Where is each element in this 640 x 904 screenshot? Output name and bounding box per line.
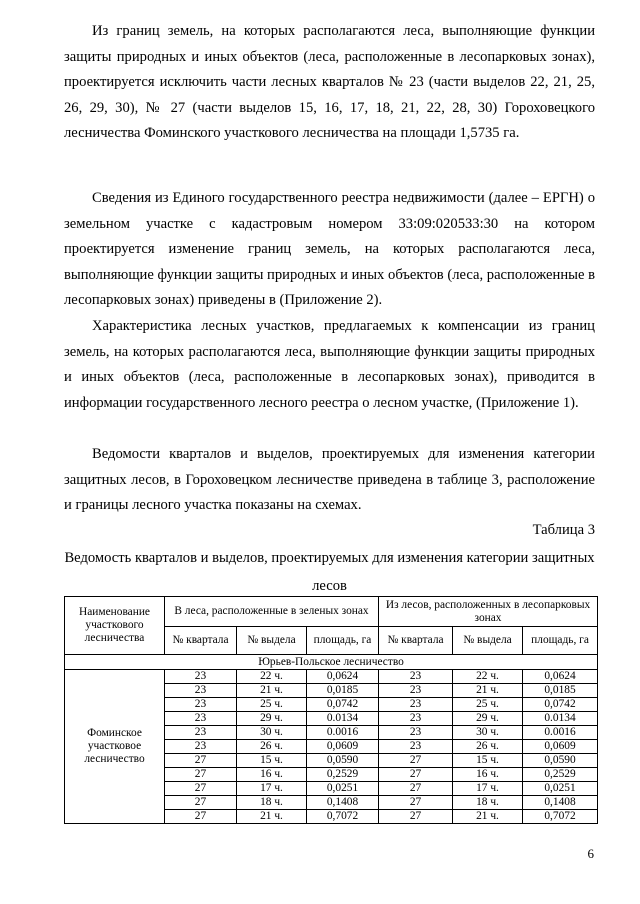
area-cell: 0,0609 <box>523 740 598 754</box>
vydel-cell: 26 ч. <box>453 740 523 754</box>
vydel-cell: 29 ч. <box>453 712 523 726</box>
area-cell: 0,0185 <box>307 684 379 698</box>
vydel-cell: 15 ч. <box>237 754 307 768</box>
header-area: площадь, га <box>307 627 379 655</box>
area-cell: 0,0624 <box>523 670 598 684</box>
paragraph-statements: Ведомости кварталов и выделов, проектируемых для изменения категории защитных лесов, в Гороховецком лесничестве приведена в таблице 3, расположение и границы лесного участка показаны на схемах. <box>64 446 595 514</box>
header-area: площадь, га <box>523 627 598 655</box>
header-group-green-zones: В леса, расположенные в зеленых зонах <box>165 597 379 627</box>
district-name: Фоминское участковое лесничество <box>65 670 165 824</box>
paragraph-characteristics: Характеристика лесных участков, предлагаемых к компенсации из границ земель, на которых располагаются леса, выполняющие функции защиты природных и иных объектов (леса, расположенные в лесопарковых зонах), приводится в информации государственного лесного реестра о лесном участке, (Приложение 1). <box>64 318 595 411</box>
area-cell: 0.0016 <box>523 726 598 740</box>
kvartal-cell: 23 <box>165 712 237 726</box>
region-name: Юрьев-Польское лесничество <box>65 655 598 670</box>
area-cell: 0,0742 <box>523 698 598 712</box>
area-cell: 0,7072 <box>523 810 598 824</box>
area-cell: 0.0016 <box>307 726 379 740</box>
vydel-cell: 21 ч. <box>237 810 307 824</box>
kvartal-cell: 27 <box>165 754 237 768</box>
table-label: Таблица 3 <box>532 522 595 538</box>
vydel-cell: 21 ч. <box>453 684 523 698</box>
header-kvartal: № квартала <box>379 627 453 655</box>
area-cell: 0,0590 <box>523 754 598 768</box>
kvartal-cell: 27 <box>379 754 453 768</box>
vydel-cell: 22 ч. <box>453 670 523 684</box>
kvartal-cell: 27 <box>165 796 237 810</box>
area-cell: 0,0624 <box>307 670 379 684</box>
kvartal-cell: 23 <box>379 726 453 740</box>
region-row <box>65 655 598 670</box>
area-cell: 0,0251 <box>523 782 598 796</box>
header-district-name: Наименование участкового лесничества <box>65 597 165 655</box>
kvartal-cell: 27 <box>379 796 453 810</box>
kvartal-cell: 23 <box>165 684 237 698</box>
area-cell: 0,0742 <box>307 698 379 712</box>
page-number: 6 <box>587 846 594 861</box>
vydel-cell: 29 ч. <box>237 712 307 726</box>
kvartal-cell: 23 <box>165 726 237 740</box>
table-header-row <box>65 597 598 627</box>
kvartal-cell: 27 <box>165 810 237 824</box>
header-vydel: № выдела <box>237 627 307 655</box>
kvartal-cell: 27 <box>165 782 237 796</box>
area-cell: 0,0251 <box>307 782 379 796</box>
vydel-cell: 16 ч. <box>237 768 307 782</box>
area-cell: 0,0185 <box>523 684 598 698</box>
vydel-cell: 15 ч. <box>453 754 523 768</box>
vydel-cell: 22 ч. <box>237 670 307 684</box>
header-kvartal: № квартала <box>165 627 237 655</box>
kvartal-cell: 23 <box>165 740 237 754</box>
header-vydel: № выдела <box>453 627 523 655</box>
vydel-cell: 18 ч. <box>453 796 523 810</box>
area-cell: 0,1408 <box>307 796 379 810</box>
area-cell: 0,2529 <box>523 768 598 782</box>
area-cell: 0,7072 <box>307 810 379 824</box>
vydel-cell: 16 ч. <box>453 768 523 782</box>
paragraph-egrn: Сведения из Единого государственного реестра недвижимости (далее – ЕРГН) о земельном участке с кадастровым номером 33:09:020533:30 на котором проектируется изменение границ земель, на которых располагаются леса, выполняющие функции защиты природных и иных объектов (леса, расположенные в лесопарковых зонах) приведены в (Приложение 2). <box>64 190 595 309</box>
kvartal-cell: 23 <box>379 740 453 754</box>
area-cell: 0.0134 <box>523 712 598 726</box>
kvartal-cell: 27 <box>165 768 237 782</box>
header-group-park-zones: Из лесов, расположенных в лесопарковых зонах <box>379 597 598 627</box>
kvartal-cell: 27 <box>379 768 453 782</box>
vydel-cell: 30 ч. <box>453 726 523 740</box>
area-cell: 0,1408 <box>523 796 598 810</box>
vydel-cell: 17 ч. <box>237 782 307 796</box>
vydel-cell: 21 ч. <box>237 684 307 698</box>
kvartal-cell: 23 <box>165 670 237 684</box>
area-cell: 0.0134 <box>307 712 379 726</box>
kvartal-cell: 27 <box>379 782 453 796</box>
kvartal-cell: 23 <box>379 670 453 684</box>
table-row <box>65 670 598 684</box>
vydel-cell: 21 ч. <box>453 810 523 824</box>
kvartal-cell: 23 <box>379 712 453 726</box>
vydel-cell: 25 ч. <box>453 698 523 712</box>
area-cell: 0,2529 <box>307 768 379 782</box>
vydel-cell: 17 ч. <box>453 782 523 796</box>
area-cell: 0,0590 <box>307 754 379 768</box>
vydel-cell: 25 ч. <box>237 698 307 712</box>
table-caption: Ведомость кварталов и выделов, проектируемых для изменения категории защитных лесов <box>64 550 595 594</box>
vydel-cell: 18 ч. <box>237 796 307 810</box>
vydel-cell: 30 ч. <box>237 726 307 740</box>
kvartal-cell: 23 <box>379 684 453 698</box>
vydel-cell: 26 ч. <box>237 740 307 754</box>
forest-blocks-table <box>64 596 598 824</box>
kvartal-cell: 23 <box>379 698 453 712</box>
kvartal-cell: 23 <box>165 698 237 712</box>
paragraph-exclusion: Из границ земель, на которых располагаются леса, выполняющие функции защиты природных и иных объектов (леса, расположенные в лесопарковых зонах), проектируется исключить части лесных кварталов № 23 (части выделов 22, 21, 25, 26, 29, 30), № 27 (части выделов 15, 16, 17, 18, 21, 22, 28, 30) Гороховецкого лесничества Фоминского участкового лесничества на площади 1,5735 га. <box>64 23 595 142</box>
kvartal-cell: 27 <box>379 810 453 824</box>
area-cell: 0,0609 <box>307 740 379 754</box>
